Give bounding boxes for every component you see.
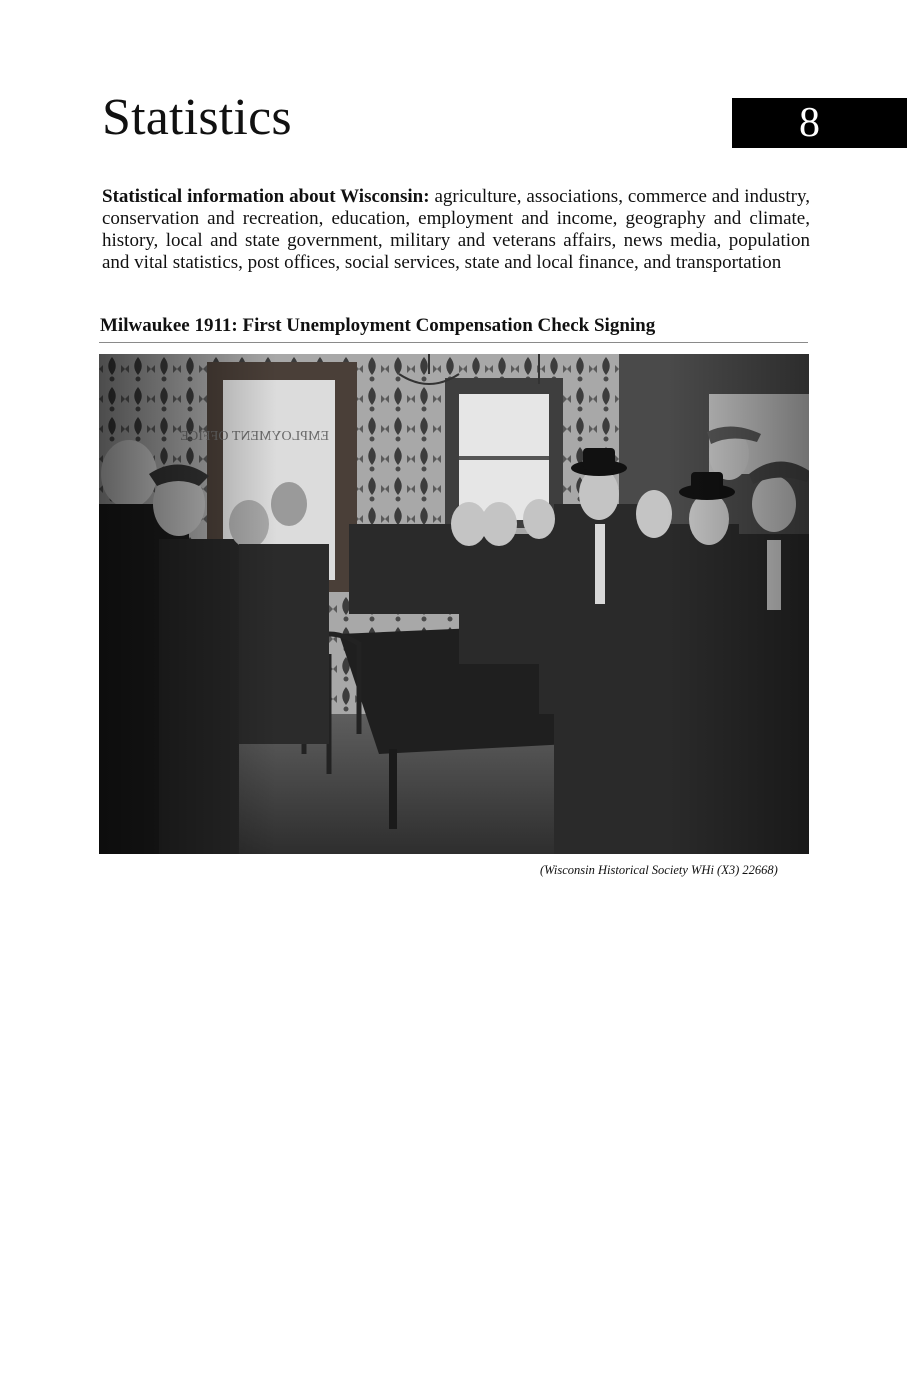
chapter-number-tab: 8 — [732, 98, 907, 148]
chapter-title: Statistics — [102, 89, 292, 146]
photo-credit: (Wisconsin Historical Society WHi (X3) 22668) — [540, 863, 778, 877]
intro-lead: Statistical information about Wisconsin: — [102, 186, 430, 207]
intro-paragraph — [102, 186, 810, 274]
historical-photo — [99, 354, 809, 854]
photo-heading: Milwaukee 1911: First Unemployment Compensation Check Signing — [100, 315, 656, 336]
heading-divider — [99, 342, 808, 343]
intro-body: agriculture, associations, commerce and industry, conservation and recreation, education, employment and income, geography and climate, history, local and state government, military and veterans affairs, news media, population and vital statistics, post offices, social services, state and local finance, and transportation — [102, 186, 811, 273]
